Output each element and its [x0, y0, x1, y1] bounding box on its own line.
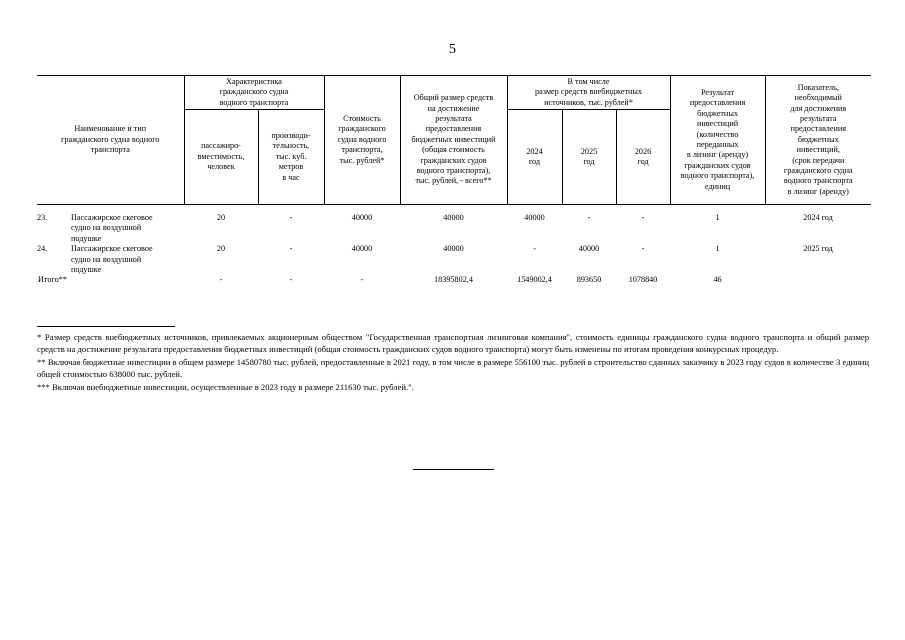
header-cost: Стоимость гражданского судна водного транспорта, тыс. рублей*: [324, 76, 400, 205]
productivity: -: [289, 213, 293, 222]
footnote-2: ** Включая бюджетные инвестиции в общем размере 14580780 тыс. рублей, предоставленные в 2021 году, в том числе в размере 556100 тыс. рублей в строительство сданных заказчику в 2023 году судов в количестве 3 единиц общей стоимостью 638000 тыс. рублей.: [37, 357, 869, 379]
vessel-cost: 40000: [351, 213, 373, 222]
name-cell: [37, 213, 184, 244]
footnote-3: *** Включая внебюджетные инвестиции, осуществленные в 2023 году в размере 211630 тыс. рублей.".: [37, 382, 414, 392]
row-number: 24.: [37, 244, 48, 254]
table-spacer: [37, 205, 871, 214]
vessel-name: Пассажирское скеговое судно на воздушной подушке: [71, 213, 153, 243]
funds-2024: -: [533, 244, 536, 254]
funds-2026: -: [641, 213, 645, 222]
name-cell: [37, 244, 184, 275]
end-divider: [413, 469, 494, 470]
vessel-name: Пассажирское скеговое судно на воздушной подушке: [71, 244, 153, 275]
footnotes: [37, 331, 869, 394]
totals-productivity: -: [289, 275, 293, 285]
header-2026: 2026 год: [616, 110, 670, 205]
vessel-cost: 40000: [351, 244, 373, 254]
totals-label: Итого**: [38, 275, 67, 285]
header-passenger: пассажиро- вместимость, человек: [184, 110, 258, 205]
header-characteristics: Характеристика гражданского судна водного транспорта: [184, 76, 324, 110]
totals-indicator: [765, 275, 871, 285]
totals-2026: 1078840: [628, 275, 658, 285]
indicator-year: 2024 год: [803, 213, 833, 222]
result-units: 1: [715, 213, 720, 222]
passenger-capacity: 20: [216, 244, 226, 254]
header-2024: 2024 год: [507, 110, 562, 205]
totals-row: [37, 275, 871, 285]
investment-table: [37, 75, 871, 286]
header-offbudget: В том числе размер средств внебюджетных источников, тыс. рублей*: [507, 76, 670, 110]
total-funds: 40000: [443, 244, 464, 254]
header-result: Результат предоставления бюджетных инвестиций (количество переданных в лизинг (аренду) гражданских судов водного транспорта), единиц: [670, 76, 765, 205]
totals-2024: 1549002,4: [517, 275, 552, 285]
table-row: [37, 213, 871, 244]
row-number: 23.: [37, 213, 48, 222]
header-productivity: производи- тельность, тыс. куб. метров в час: [258, 110, 324, 205]
productivity: -: [289, 244, 293, 254]
totals-total: 18395802,4: [434, 275, 473, 285]
table-row: [37, 244, 871, 275]
page-number: 5: [449, 42, 456, 57]
indicator-year: 2025 год: [803, 244, 833, 254]
header-2025: 2025 год: [562, 110, 616, 205]
footnote-divider: [37, 326, 175, 327]
result-units: 1: [715, 244, 720, 254]
totals-passenger: -: [219, 275, 223, 285]
funds-2024: 40000: [524, 213, 545, 222]
header-indicator: Показатель, необходимый для достижения результата предоставления бюджетных инвестиций, (срок передачи гражданского судна водного транспорта в лизинг (аренду): [765, 76, 871, 205]
funds-2025: -: [587, 213, 591, 222]
totals-cost: -: [360, 275, 364, 285]
footnote-1: * Размер средств внебюджетных источников, привлекаемых акционерным обществом "Государственная транспортная лизинговая компания", стоимость единицы гражданского судна водного транспорта и общий размер средств на достижение результата предоставления бюджетных инвестиций (общая стоимость гражданских судов водного транспорта) могут быть изменены по итогам проведения конкурсных процедур.: [37, 332, 869, 354]
total-funds: 40000: [443, 213, 464, 222]
passenger-capacity: 20: [216, 213, 226, 222]
funds-2025: 40000: [578, 244, 600, 254]
totals-2025: 893650: [576, 275, 602, 285]
header-total: Общий размер средств на достижение результата предоставления бюджетных инвестиций (общая стоимость гражданских судов водного транспорта), тыс. рублей, - всего**: [400, 76, 507, 205]
totals-result: 46: [713, 275, 722, 285]
funds-2026: -: [641, 244, 645, 254]
header-name: Наименование и тип гражданского судна водного транспорта: [37, 76, 184, 205]
